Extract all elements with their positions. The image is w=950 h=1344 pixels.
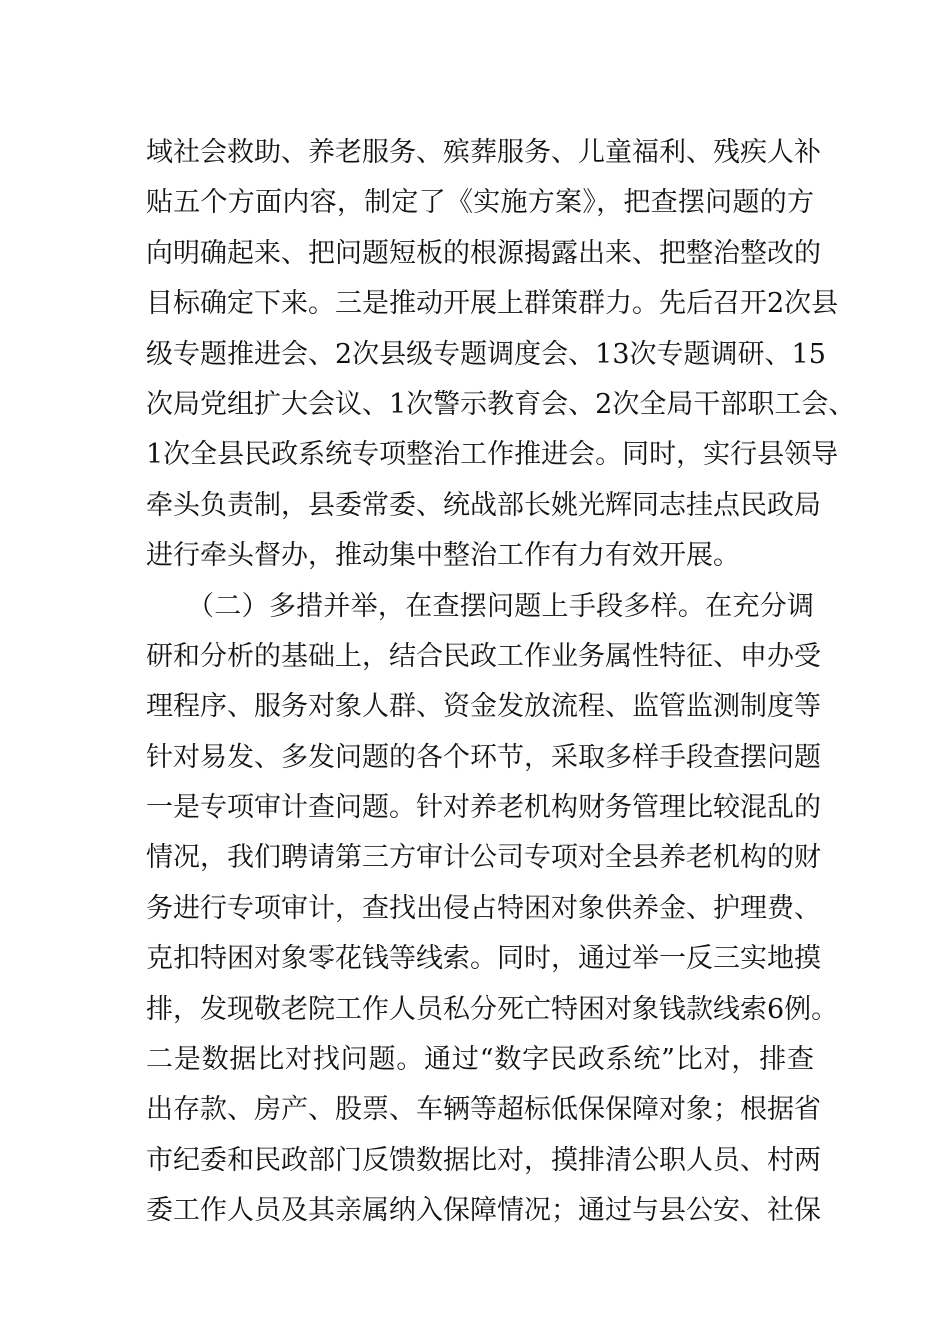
text-line: 二是数据比对找问题。通过“数字民政系统”比对，排查	[146, 1044, 814, 1076]
text-line: 市纪委和民政部门反馈数据比对，摸排清公职人员、村两	[146, 1144, 821, 1176]
text-line: 研和分析的基础上，结合民政工作业务属性特征、申办受	[146, 640, 821, 672]
text-line: 次局党组扩大会议、1次警示教育会、2次全局干部职工会、	[146, 388, 856, 420]
text-line: 排，发现敬老院工作人员私分死亡特困对象钱款线索6例。	[146, 993, 839, 1025]
text-line: 牵头负责制，县委常委、统战部长姚光辉同志挂点民政局	[146, 489, 821, 521]
text-line: 委工作人员及其亲属纳入保障情况；通过与县公安、社保	[146, 1195, 821, 1227]
text-line: 针对易发、多发问题的各个环节，采取多样手段查摆问题	[146, 741, 821, 773]
text-line: 一是专项审计查问题。针对养老机构财务管理比较混乱的	[146, 792, 821, 824]
text-line: 目标确定下来。三是推动开展上群策群力。先后召开2次县	[146, 288, 839, 320]
text-line: 务进行专项审计，查找出侵占特困对象供养金、护理费、	[146, 892, 821, 924]
section-heading-line: （二）多措并举，在查摆问题上手段多样。在充分调	[146, 590, 814, 622]
text-line: 理程序、服务对象人群、资金发放流程、监管监测制度等	[146, 691, 821, 723]
text-line: 1次全县民政系统专项整治工作推进会。同时，实行县领导	[146, 439, 839, 471]
text-line: 级专题推进会、2次县级专题调度会、13次专题调研、15	[146, 338, 826, 370]
text-line: 向明确起来、把问题短板的根源揭露出来、把整治整改的	[146, 237, 821, 269]
text-line: 克扣特困对象零花钱等线索。同时，通过举一反三实地摸	[146, 943, 821, 975]
text-line: 情况，我们聘请第三方审计公司专项对全县养老机构的财	[146, 842, 821, 874]
text-line: 进行牵头督办，推动集中整治工作有力有效开展。	[146, 540, 740, 572]
text-line: 域社会救助、养老服务、殡葬服务、儿童福利、残疾人补	[146, 137, 821, 168]
body-text	[146, 128, 856, 1237]
text-line: 贴五个方面内容，制定了《实施方案》，把查摆问题的方	[146, 187, 814, 219]
text-line: 出存款、房产、股票、车辆等超标低保保障对象；根据省	[146, 1094, 821, 1126]
